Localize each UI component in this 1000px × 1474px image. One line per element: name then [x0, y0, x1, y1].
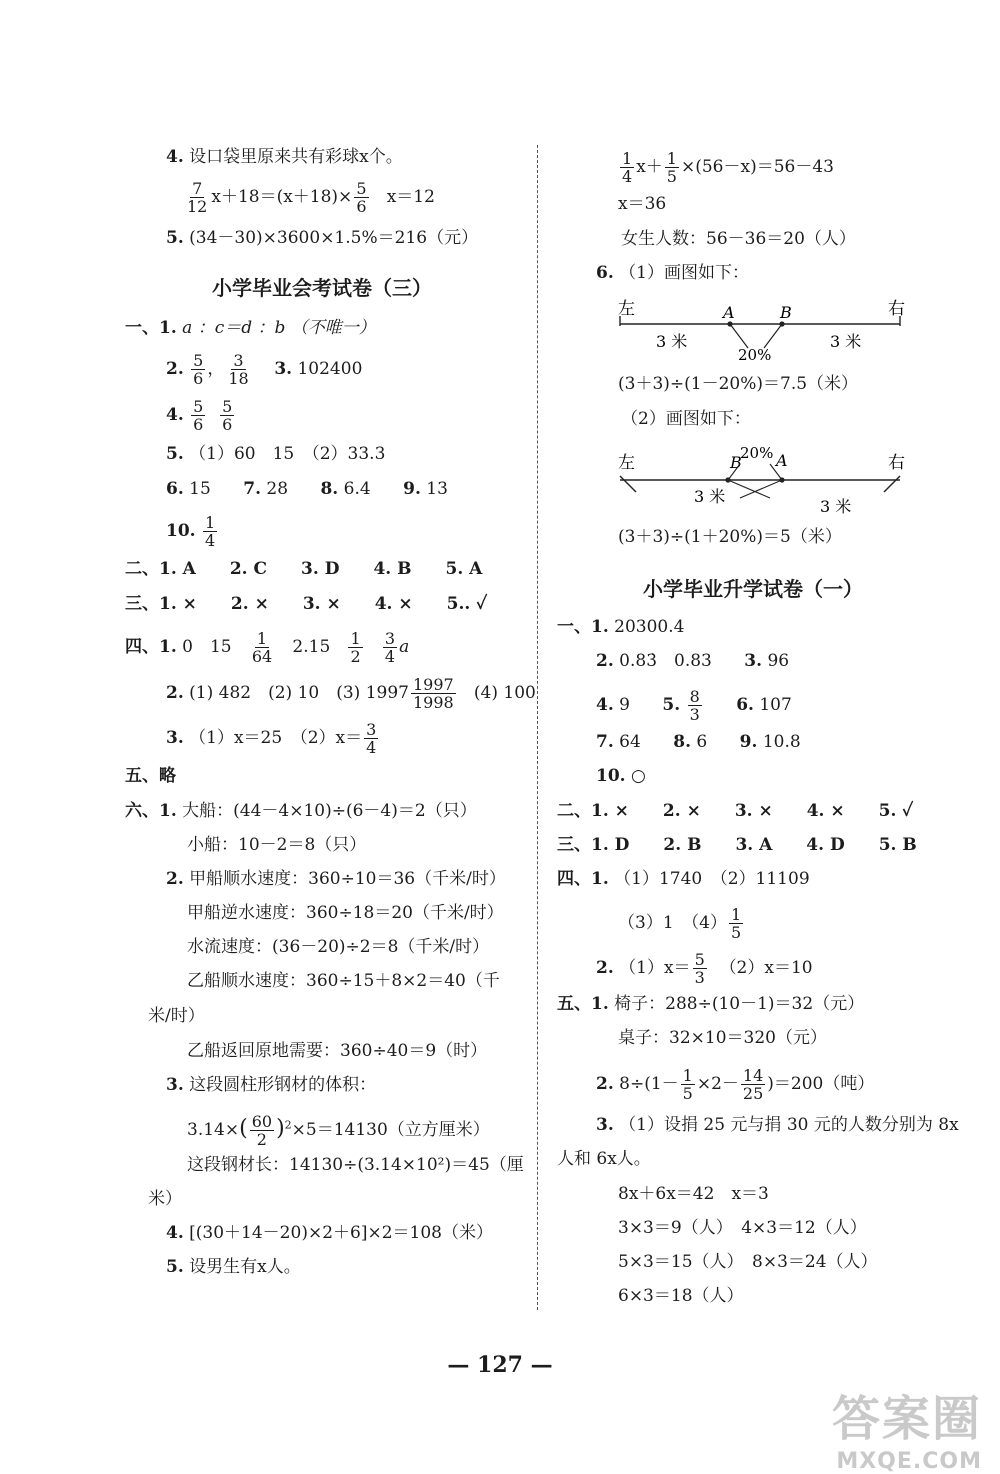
segment-diagram-1: [610, 292, 910, 364]
right-t5-q1a: 五、1. 椅子：288÷(10－1)＝32（元）: [557, 994, 865, 1014]
left-s2: 二、1. A 2. C 3. D 4. B 5. A: [125, 559, 483, 579]
q-text: 设口袋里原来共有彩球x个。: [189, 147, 403, 167]
section-title-exam3: 小学毕业会考试卷（三）: [212, 276, 432, 300]
left-s6-q1a: 六、1. 大船：(44－4×10)÷(6－4)＝2（只）: [125, 801, 477, 821]
left-s6-q2e: 米/时）: [148, 1006, 205, 1026]
right-t3: 三、1. D 2. B 3. A 4. D 5. B: [557, 835, 917, 855]
left-s4-q2: 2. (1) 482 (2) 10 (3) 1997 $\frac{1997}{1998}$ (4) 100: [166, 675, 536, 712]
svg-text:3 米: 3 米: [694, 487, 726, 506]
right-q6-1: 6. （1）画图如下：: [596, 263, 749, 283]
label-left: 左: [618, 453, 635, 473]
right-t5-q3d: 3×3＝9（人） 4×3＝12（人）: [618, 1218, 867, 1238]
fraction: $\frac{7}{12}$: [187, 179, 208, 216]
left-s6-q2d: 乙船顺水速度：360÷15＋8×2＝40（千: [187, 971, 500, 991]
svg-text:B: B: [730, 453, 742, 472]
right-t1-q4-6: 4. 9 5. $\frac{8}{3}$ 6. 107: [596, 687, 792, 724]
left-s6-q1b: 小船：10－2＝8（只）: [187, 835, 367, 855]
label-left: 左: [618, 299, 635, 319]
right-t5-q1b: 桌子：32×10＝320（元）: [618, 1028, 827, 1048]
left-s1-q4: 4. $\frac{5}{6}$ $\frac{5}{6}$: [166, 397, 233, 434]
right-q6-2-eq: (3＋3)÷(1＋20%)＝5（米）: [618, 527, 842, 547]
watermark-logo: 答案圈: [831, 1391, 982, 1447]
right-t5-q3b: 人和 6x人。: [557, 1149, 651, 1169]
svg-text:3 米: 3 米: [656, 332, 688, 351]
segment-diagram-2: [610, 440, 910, 520]
left-s1-q10: 10. $\frac{1}{4}$: [166, 513, 216, 550]
right-t4-q1b: （3）1 （4） $\frac{1}{5}$: [618, 905, 742, 942]
section-title-exam-upgrade1: 小学毕业升学试卷（一）: [643, 577, 863, 601]
label-right: 右: [888, 299, 905, 319]
right-t1-q10: 10. ○: [596, 766, 646, 786]
right-t4-q1a: 四、1. （1）1740 （2）11109: [557, 869, 810, 889]
svg-text:B: B: [780, 303, 792, 322]
right-t5-q2: 2. 8÷(1－ $\frac{1}{5}$ ×2－ $\frac{14}{25}$ )＝200（吨）: [596, 1066, 875, 1103]
right-t5-q3a: 3. （1）设捐 25 元与捐 30 元的人数分别为 8x: [596, 1115, 959, 1135]
right-t1-q2-3: 2. 0.83̇ 0.83 3. 96: [596, 651, 790, 671]
svg-text:3 米: 3 米: [830, 332, 862, 351]
left-s1-q1: 一、1. a ：c＝d ：b （不唯一）: [125, 318, 376, 338]
left-q4-line: [166, 146, 403, 168]
left-s4-q1: 四、1. 0 15 $\frac{1}{64}$ 2.15 $\frac{1}{2}$ $\frac{3}{4}$ a: [125, 629, 410, 666]
right-q6-2: （2）画图如下：: [621, 409, 751, 429]
left-q4-equation: $\frac{7}{12}$ x＋18＝(x＋18)× $\frac{5}{6}$ x＝12: [187, 179, 435, 216]
left-s6-q4: 4. [(30＋14－20)×2＋6]×2＝108（米）: [166, 1223, 493, 1243]
left-s1-q5: 5. （1）60 15 （2）33.3: [166, 444, 386, 464]
right-t4-q2: 2. （1）x＝ $\frac{5}{3}$ （2）x＝10: [596, 950, 813, 987]
right-eq2: x＝36: [618, 194, 667, 214]
left-s1-q6-9: 6. 15 7. 28 8. 6.4 9. 13: [166, 479, 448, 499]
left-s6-q2b: 甲船逆水速度：360÷18＝20（千米/时）: [187, 903, 504, 923]
svg-text:A: A: [723, 303, 735, 322]
left-s6-q3c: 这段钢材长：14130÷(3.14×10²)＝45（厘: [187, 1155, 524, 1175]
svg-text:20%: 20%: [740, 444, 774, 462]
right-eq1: $\frac{1}{4}$ x＋ $\frac{1}{5}$ ×(56－x)＝56－43: [622, 149, 834, 186]
left-s3: 三、1. × 2. × 3. × 4. × 5.. ✓: [125, 594, 488, 614]
column-divider: [537, 145, 538, 1310]
right-q6-1-eq: (3＋3)÷(1－20%)＝7.5（米）: [618, 374, 859, 394]
right-t2: 二、1. × 2. × 3. × 4. × 5. ✓: [557, 801, 914, 821]
svg-text:A: A: [776, 451, 788, 470]
left-s1-q2: 2. $\frac{5}{6}$ ， $\frac{3}{18}$ 3. 102400: [166, 351, 363, 388]
left-s6-q2a: 2. 甲船顺水速度：360÷10＝36（千米/时）: [166, 869, 506, 889]
svg-text:3 米: 3 米: [820, 497, 852, 516]
right-t5-q3e: 5×3＝15（人） 8×3＝24（人）: [618, 1252, 878, 1272]
right-t1-q7-9: 7. 64 8. 6 9. 10.8: [596, 732, 801, 752]
left-s6-q3d: 米）: [148, 1189, 182, 1209]
left-s4-q3: 3. （1）x＝25 （2）x＝ $\frac{3}{4}$: [166, 720, 377, 757]
q-number: 4.: [166, 147, 184, 167]
watermark-url: MXQE.COM: [836, 1449, 982, 1474]
page-number: — 127 —: [447, 1352, 553, 1378]
fraction: $\frac{5}{6}$: [356, 179, 367, 216]
left-s6-q2c: 水流速度：(36－20)÷2＝8（千米/时）: [187, 937, 490, 957]
right-t5-q3f: 6×3＝18（人）: [618, 1286, 744, 1306]
right-eq3: 女生人数：56－36＝20（人）: [621, 229, 856, 249]
left-s6-q5: 5. 设男生有x人。: [166, 1257, 301, 1277]
right-t1-q1: 一、1. 20300.4: [557, 617, 685, 637]
left-s6-q3a: 3. 这段圆柱形钢材的体积：: [166, 1075, 377, 1095]
svg-text:20%: 20%: [738, 346, 772, 364]
right-t5-q3c: 8x＋6x＝42 x＝3: [618, 1184, 769, 1204]
left-s5: 五、略: [125, 766, 176, 786]
watermark: [832, 1380, 982, 1474]
left-s6-q3b: 3.14×( $\frac{60}{2}$ )$^2$×5＝14130（立方厘米）: [187, 1112, 490, 1149]
left-q5-line: 5. (34－30)×3600×1.5%＝216（元）: [166, 228, 479, 248]
label-right: 右: [888, 453, 905, 473]
left-s6-q2f: 乙船返回原地需要：360÷40＝9（时）: [187, 1041, 488, 1061]
